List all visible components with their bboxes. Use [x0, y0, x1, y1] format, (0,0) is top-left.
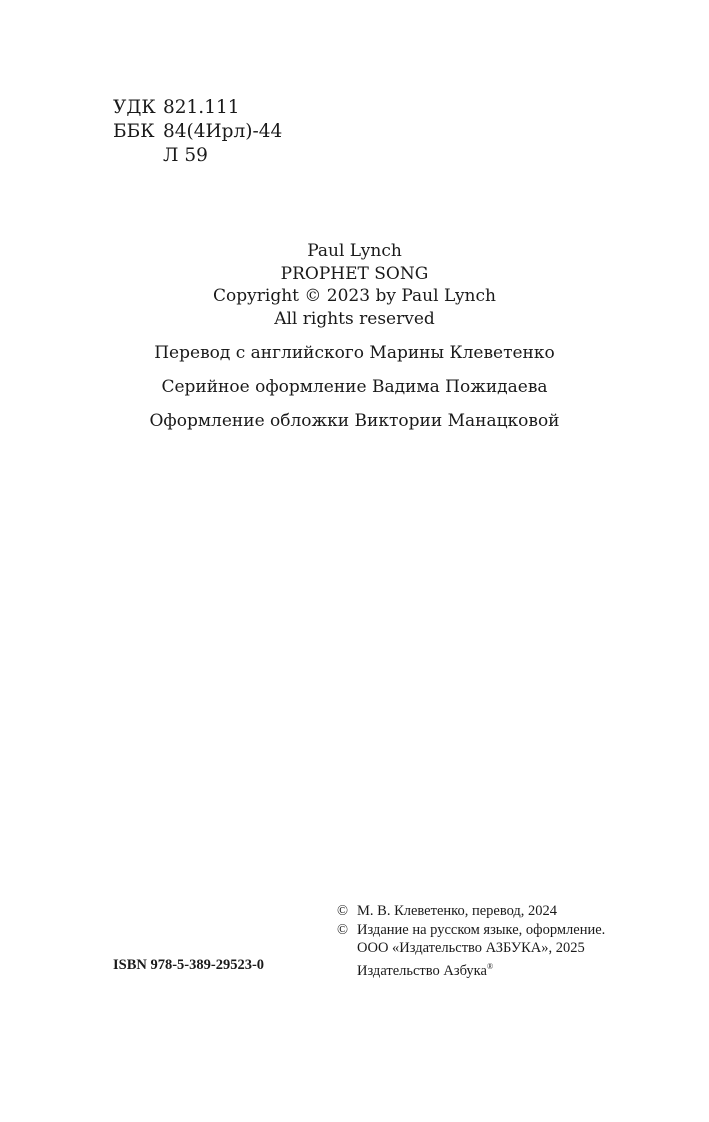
bbk-value: 84(4Ирл)-44: [163, 121, 283, 142]
author-mark: Л 59: [163, 145, 208, 166]
rights-reserved: All rights reserved: [274, 308, 435, 329]
registered-mark: ®: [486, 961, 494, 971]
publisher-line: [337, 958, 605, 980]
udk-label: УДК: [113, 97, 156, 118]
bbk-label: ББК: [113, 121, 155, 142]
translator-copyright-row: [337, 902, 605, 921]
original-title: PROPHET SONG: [280, 263, 429, 284]
edition-copyright-line2: ООО «Издательство АЗБУКА», 2025: [357, 940, 585, 956]
copyright-icon: ©: [337, 903, 349, 919]
edition-copyright-line1: Издание на русском языке, оформление.: [357, 921, 606, 938]
classification-block: [113, 96, 282, 168]
original-copyright: Copyright © 2023 by Paul Lynch: [213, 286, 496, 306]
edition-copyright-row: [337, 921, 605, 940]
original-edition-info: [0, 240, 709, 330]
bbk-row: [113, 120, 282, 144]
copyright-icon: ©: [337, 921, 349, 938]
udk-row: [113, 96, 282, 120]
translation-credit: Перевод с английского Марины Клеветенко: [154, 343, 555, 363]
translator-copyright: М. В. Клеветенко, перевод, 2024: [357, 903, 558, 919]
copyrights-block: [337, 902, 605, 980]
cover-design-credit: Оформление обложки Виктории Манацковой: [149, 411, 560, 431]
credits-block: [0, 240, 709, 432]
isbn: ISBN 978-5-389-29523-0: [113, 957, 265, 973]
original-author: Paul Lynch: [307, 241, 402, 261]
udk-value: 821.111: [163, 97, 240, 118]
publisher-name: Издательство Азбука: [357, 962, 487, 979]
series-design-credit: Серийное оформление Вадима Пожидаева: [161, 377, 548, 397]
